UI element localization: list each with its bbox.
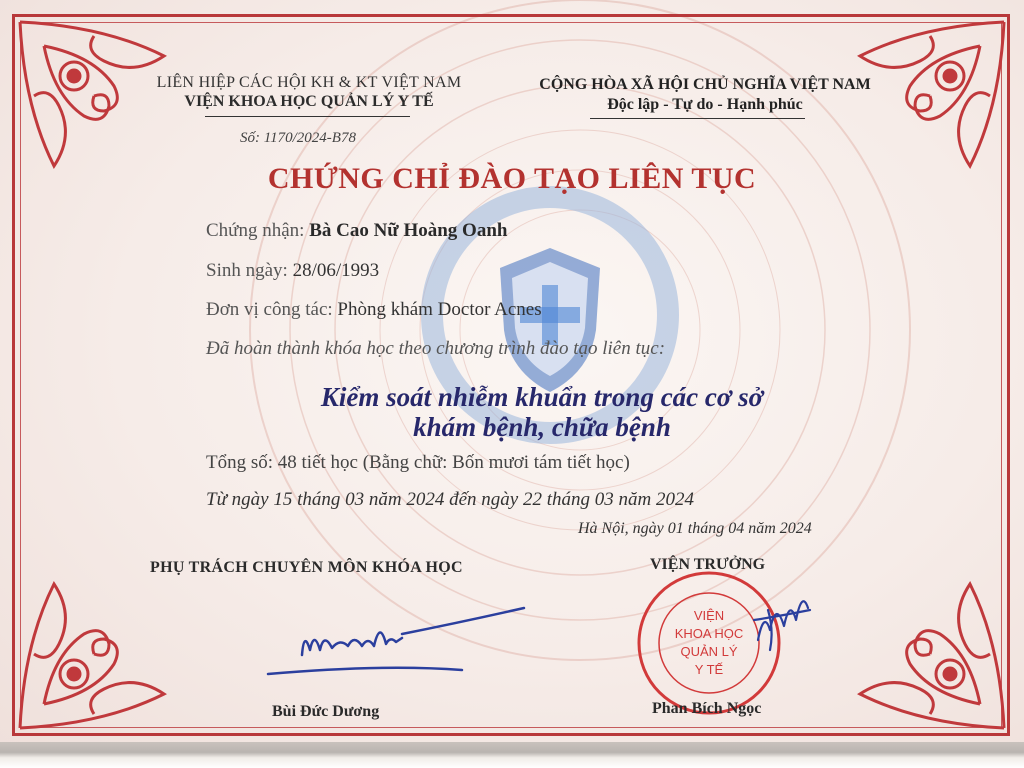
completion-statement: Đã hoàn thành khóa học theo chương trình đào tạo liên tục:: [206, 338, 666, 359]
header-right-underline: [590, 118, 805, 119]
issue-place-date: Hà Nội, ngày 01 tháng 04 năm 2024: [578, 520, 812, 537]
workplace-label: Đơn vị công tác:: [206, 299, 333, 320]
dob-label: Sinh ngày:: [206, 260, 288, 281]
director-title: VIỆN TRƯỞNG: [650, 556, 766, 573]
document-number: Số: 1170/2024-B78: [240, 130, 356, 146]
recipient-name: Bà Cao Nữ Hoàng Oanh: [309, 220, 508, 241]
course-title-line-2: khám bệnh, chữa bệnh: [413, 412, 671, 442]
paper-bottom-edge: [0, 742, 1024, 768]
certificate-title: CHỨNG CHỈ ĐÀO TẠO LIÊN TỤC: [267, 162, 757, 195]
national-title: CỘNG HÒA XÃ HỘI CHỦ NGHĨA VIỆT NAM: [539, 76, 871, 93]
national-motto: Độc lập - Tự do - Hạnh phúc: [607, 96, 803, 113]
header-left-underline: [205, 116, 410, 117]
course-dates: Từ ngày 15 tháng 03 năm 2024 đến ngày 22 tháng 03 năm 2024: [206, 489, 694, 510]
recipient-row: [206, 220, 507, 242]
issuer-institute-name: VIỆN KHOA HỌC QUẢN LÝ Y TẾ: [184, 93, 434, 110]
course-supervisor-title: PHỤ TRÁCH CHUYÊN MÔN KHÓA HỌC: [150, 559, 463, 576]
issuer-union-name: LIÊN HIỆP CÁC HỘI KH & KT VIỆT NAM: [156, 74, 462, 91]
corner-ornament-bottom-right: [820, 544, 1010, 734]
seal-text-4: Y TẾ: [694, 662, 724, 677]
director-signature: [740, 580, 820, 660]
workplace-value: Phòng khám Doctor Acnes: [337, 299, 542, 320]
supervisor-name: Bùi Đức Dương: [272, 703, 380, 720]
dob-value: 28/06/1993: [292, 260, 380, 281]
dob-row: [206, 260, 379, 282]
total-hours: Tổng số: 48 tiết học (Bằng chữ: Bốn mươi tám tiết học): [206, 452, 630, 473]
seal-text-1: VIỆN: [693, 608, 725, 623]
director-name: Phan Bích Ngọc: [652, 700, 762, 717]
seal-text-3: QUẢN LÝ: [680, 644, 738, 659]
course-title-line-1: Kiểm soát nhiễm khuẩn trong các cơ sở: [320, 382, 764, 412]
recipient-label: Chứng nhận:: [206, 220, 305, 241]
workplace-row: [206, 299, 542, 321]
seal-text-2: KHOA HỌC: [674, 626, 744, 641]
supervisor-signature: [262, 600, 532, 680]
